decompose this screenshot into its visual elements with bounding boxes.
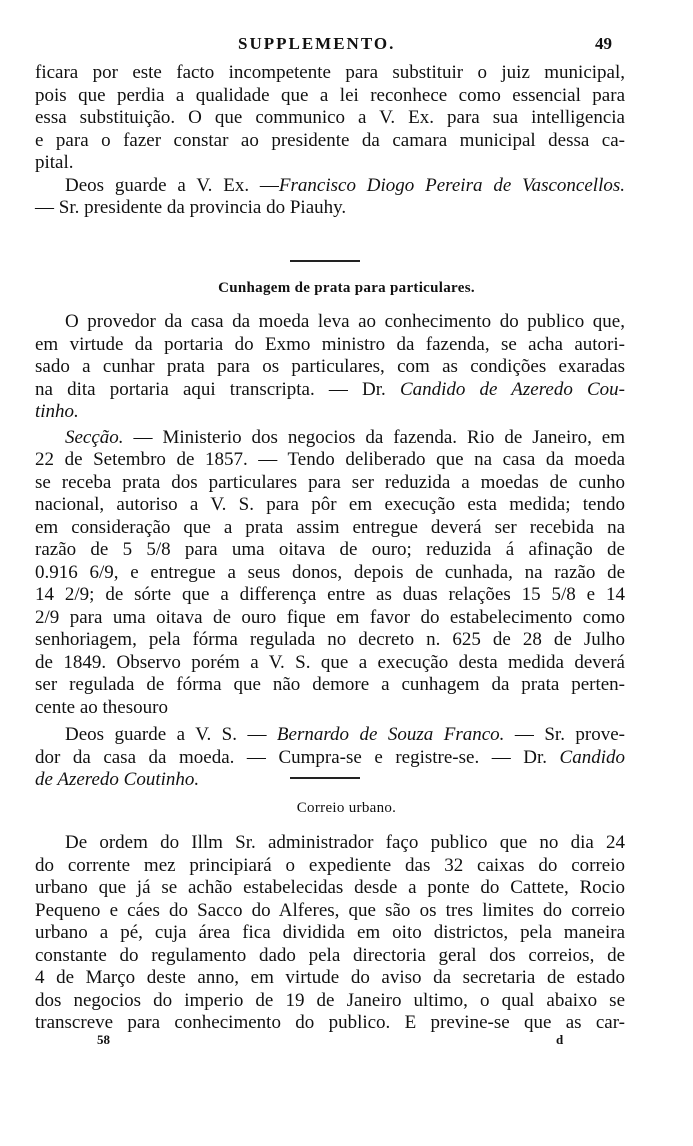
text: — Ministerio dos negocios da fazenda. Rio de Janeiro, em (123, 426, 625, 448)
text-line: se receba prata dos particulares para ser reduzida a moedas de cunho (35, 471, 625, 493)
text-line: De ordem do Illm Sr. administrador faço publico que no dia 24 (65, 832, 625, 853)
text-line (35, 724, 625, 747)
section-letter-end (35, 62, 625, 220)
signature-mark: 58 (97, 1032, 110, 1047)
text-line: cente ao thesouro (35, 696, 168, 718)
text-line: essa substituição. O que communico a V. Ex. para sua intelligencia (35, 107, 625, 128)
text-line: razão de 5 5/8 para uma oitava de ouro; reduzida á afinação de (35, 539, 625, 560)
text-line: sado a cunhar prata para os particulares, com as condições exaradas (35, 356, 625, 377)
signature: Candido de Azeredo Cou- (399, 378, 625, 400)
text-line: 22 de Setembro de 1857. — Tendo deliberado que na casa da moeda (35, 449, 625, 470)
page-number: 49 (595, 34, 612, 53)
text-line: de 1849. Observo porém a V. S. que a execução desta medida deverá (35, 651, 625, 673)
page-header (0, 34, 693, 58)
section-title: Cunhagem de prata para particulares. (218, 280, 475, 296)
text-line: senhoriagem, pela fórma regulada no decreto n. 625 de 28 de Julho (35, 629, 625, 650)
text-line (35, 379, 625, 402)
text-line: do corrente mez principiará o expediente das 32 caixas do correio (35, 854, 625, 876)
signature: tinho. (35, 401, 79, 422)
divider (290, 260, 360, 262)
text-line: Pequeno e cáes do Sacco do Alferes, que são os tres limites do correio (35, 899, 625, 921)
text-line: ficara por este facto incompetente para substituir o juiz municipal, (35, 62, 625, 83)
text-line: 14 2/9; de sórte que a differença entre as duas relações 15 5/8 e 14 (35, 584, 625, 605)
signature: Francisco Diogo Pereira de Vasconcellos. (278, 174, 625, 196)
section-title: Correio urbano. (296, 800, 397, 816)
text: dor da casa da moeda. — Cumpra-se e registre-se. — Dr. (35, 746, 548, 768)
text-line: 4 de Março deste anno, em virtude do aviso da secretaria de estado (35, 967, 625, 988)
text: na dita portaria aqui transcripta. — Dr. (35, 378, 386, 400)
section-correio (35, 832, 625, 1035)
text-line: nacional, autoriso a V. S. para pôr em execução esta medida; tendo (35, 494, 625, 515)
signature: de Azeredo Coutinho. (35, 769, 200, 790)
running-title: SUPPLEMENTO. (238, 34, 396, 53)
text-line: 2/9 para uma oitava de ouro fique em favor do estabelecimento como (35, 606, 625, 628)
text-line: O provedor da casa da moeda leva ao conhecimento do publico que, (65, 311, 625, 332)
signature: Bernardo de Souza Franco. (276, 724, 505, 745)
closing: Deos guarde a V. S. — (64, 724, 267, 745)
text-line: transcreve para conhecimento do publico. E previne-se que as car- (35, 1012, 625, 1033)
text-line: dos negocios do imperio de 19 de Janeiro ultimo, o qual abaixo se (35, 989, 625, 1011)
text-line: 0.916 6/9, e entregue a seus donos, depois de cunhada, na razão de (35, 561, 625, 583)
text-line: — Sr. presidente da provincia do Piauhy. (35, 197, 347, 218)
text: — Sr. prove- (504, 724, 625, 745)
text-line: em consideração que a prata assim entregue deverá ser recebida na (35, 516, 625, 538)
text-line: constante do regulamento dado pela directoria geral dos correios, de (35, 944, 625, 966)
text-line: ser regulada de fórma que não demore a cunhagem da prata perten- (35, 674, 625, 695)
text-line: e para o fazer constar ao presidente da camara municipal dessa ca- (35, 129, 625, 151)
label: Secção. (65, 426, 124, 448)
text-line (35, 747, 625, 770)
closing: Deos guarde a V. Ex. — (65, 174, 279, 196)
divider (290, 777, 360, 779)
text-line: pital. (35, 152, 74, 173)
text-line: urbano que já se achão estabelecidas desde a ponte do Cattete, Rocio (35, 877, 625, 898)
text-line (35, 427, 625, 450)
text-line: urbano a pé, cuja área fica dividida em oito districtos, pela maneira (35, 922, 625, 943)
signature: Candido (559, 746, 625, 768)
letter-mark: d (556, 1032, 564, 1047)
text-line (35, 175, 625, 198)
text-line: pois que perdia a qualidade que a lei reconhece como essencial para (35, 84, 625, 106)
text-line: em virtude da portaria do Exmo ministro da fazenda, se acha autori- (35, 333, 625, 355)
section-cunhagem (35, 311, 625, 792)
